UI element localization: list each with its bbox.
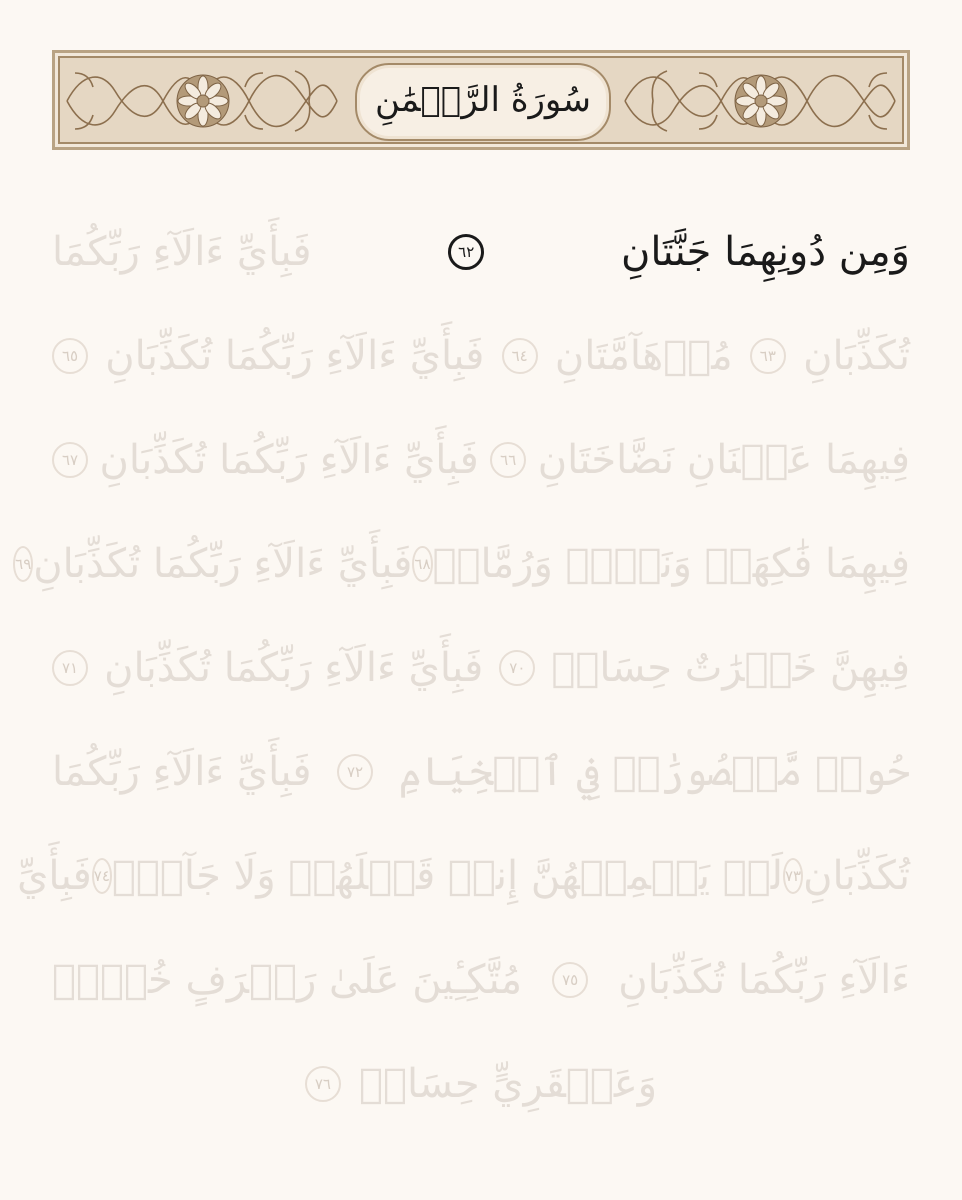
surah-title-cartouche (355, 63, 611, 141)
verse-text: فَبِأَيِّ (17, 853, 92, 899)
verse-text: حُورٞ مَّقۡصُورَٰتٞ فِي ٱلۡخِيَامِ (398, 749, 910, 795)
arabesque-ornament-left (63, 61, 341, 141)
ayah-number-marker: ٦٥ (52, 338, 88, 374)
arabesque-ornament-right (621, 61, 899, 141)
verse-line (52, 408, 910, 512)
verse-text: مُتَّكِـِٔينَ عَلَىٰ رَفۡرَفٍ خُضۡرٖ (52, 957, 523, 1003)
verse-line (52, 720, 910, 824)
ayah-number-marker: ٧٣ (783, 858, 803, 894)
verse-line (52, 616, 910, 720)
surah-header-frame (52, 50, 910, 150)
ayah-number-marker: ٦٦ (490, 442, 526, 478)
verse-line (17, 824, 910, 928)
verse-text: فِيهِمَا عَيۡنَانِ نَضَّاخَتَانِ (537, 437, 910, 483)
verse-text: ءَالَآءِ رَبِّكُمَا تُكَذِّبَانِ (618, 957, 910, 1003)
ayah-number-marker: ٦٢ (448, 234, 484, 270)
verse-text: تُكَذِّبَانِ (803, 333, 910, 379)
surah-title: سُورَةُ الرَّحۡمَٰنِ (374, 80, 591, 120)
verse-text: فَبِأَيِّ ءَالَآءِ رَبِّكُمَا (52, 749, 312, 795)
verse-lines (15, 200, 910, 1136)
verse-text: وَعَبۡقَرِيٍّ حِسَانٖ (358, 1061, 658, 1107)
ayah-number-marker: ٧٦ (305, 1066, 341, 1102)
ayah-number-marker: ٦٨ (412, 546, 432, 582)
ayah-number-marker: ٦٧ (52, 442, 88, 478)
ayah-number-marker: ٦٤ (502, 338, 538, 374)
verse-text: فَبِأَيِّ ءَالَآءِ رَبِّكُمَا تُكَذِّبَانِ (104, 645, 484, 691)
verse-text: فِيهِمَا فَٰكِهَةٞ وَنَخۡلٞ وَرُمَّانٞ (432, 541, 910, 587)
ayah-number-marker: ٧٤ (92, 858, 112, 894)
verse-line (52, 1032, 910, 1136)
verse-text: تُكَذِّبَانِ (803, 853, 910, 899)
verse-line (52, 928, 910, 1032)
ayah-number-marker: ٧٠ (499, 650, 535, 686)
ayah-number-marker: ٧١ (52, 650, 88, 686)
verse-text: فَبِأَيِّ ءَالَآءِ رَبِّكُمَا (52, 229, 312, 275)
verse-text: مُدۡهَآمَّتَانِ (554, 333, 733, 379)
ayah-number-marker: ٦٣ (750, 338, 786, 374)
ayah-number-marker: ٦٩ (13, 546, 33, 582)
verse-text: فَبِأَيِّ ءَالَآءِ رَبِّكُمَا تُكَذِّبَانِ (99, 437, 479, 483)
verse-text: فَبِأَيِّ ءَالَآءِ رَبِّكُمَا تُكَذِّبَانِ (33, 541, 413, 587)
ayah-number-marker: ٧٢ (337, 754, 373, 790)
verse-text-highlighted: وَمِن دُونِهِمَا جَنَّتَانِ (620, 229, 910, 275)
verse-line (52, 304, 910, 408)
verse-text: فَبِأَيِّ ءَالَآءِ رَبِّكُمَا تُكَذِّبَانِ (105, 333, 485, 379)
verse-text: فِيهِنَّ خَيۡرَٰتٌ حِسَانٞ (551, 645, 910, 691)
ayah-number-marker: ٧٥ (552, 962, 588, 998)
verse-text: لَمۡ يَطۡمِثۡهُنَّ إِنسٞ قَبۡلَهُمۡ وَلَا جَآنّٞ (111, 853, 783, 899)
verse-line (15, 512, 910, 616)
verse-line (52, 200, 910, 304)
